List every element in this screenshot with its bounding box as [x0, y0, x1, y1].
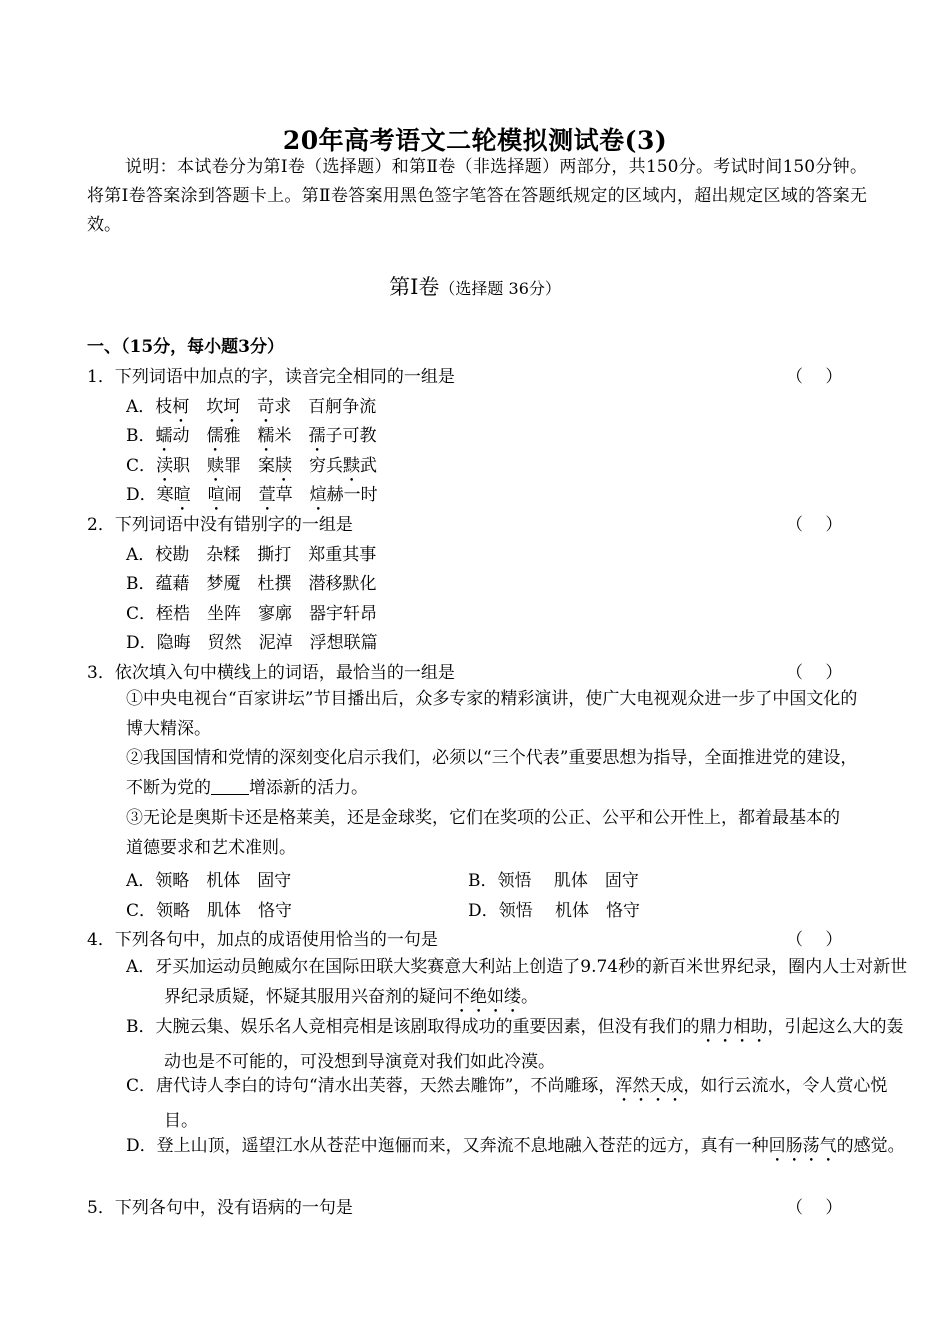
- question-2-option-a: A．校勘 杂糅 撕打 郑重其事: [126, 545, 377, 565]
- text: 雅: [223, 426, 258, 446]
- question-3-option-b: B．领悟 肌体 固守: [468, 871, 639, 891]
- text: 穷兵: [292, 456, 344, 476]
- volume-sub: （选择题 36分）: [439, 279, 561, 298]
- question-4-option-b: [126, 1012, 912, 1077]
- dotted-char: 坷: [223, 397, 241, 417]
- dotted-char: 渎: [156, 456, 174, 476]
- question-3-option-c: C．领略 肌体 恪守: [126, 901, 293, 921]
- question-3-stem: 3．依次填入句中横线上的词语，最恰当的一组是: [87, 663, 455, 683]
- text: 动: [172, 426, 207, 446]
- text: D．寒: [126, 485, 174, 505]
- section-heading: 一、（15分，每小题3分）: [87, 337, 284, 357]
- dotted-char: 喧: [207, 485, 225, 505]
- dotted-char: 糯: [257, 426, 275, 446]
- question-2-stem: 2．下列词语中没有错别字的一组是: [87, 515, 353, 535]
- text: 枝: [155, 397, 173, 417]
- text: C．唐代诗人李白的诗句“清水出芙蓉，天然去雕饰”，不尚雕琢，: [126, 1076, 616, 1096]
- question-2-option-c: C．桎梏 坐阵 寥廓 器宇轩昂: [126, 604, 378, 624]
- text: 草: [275, 485, 310, 505]
- dotted-char: 暄: [173, 485, 191, 505]
- question-4-stem: 4．下列各句中，加点的成语使用恰当的一句是: [87, 930, 438, 950]
- question-5-stem: 5．下列各句中，没有语病的一句是: [87, 1198, 353, 1218]
- dotted-idiom: 回肠荡气: [768, 1136, 837, 1156]
- answer-paren-3: （ ）: [786, 663, 843, 683]
- dotted-char: 儒: [206, 426, 224, 446]
- text: 赫一时: [326, 485, 378, 505]
- question-3-sentence-2: [126, 743, 866, 803]
- dotted-idiom: 鼎力相助: [699, 1017, 768, 1037]
- text: 增添新的活力。: [249, 778, 368, 798]
- dotted-char: 牍: [275, 456, 293, 476]
- answer-paren-4: （ ）: [786, 930, 843, 950]
- question-4-option-d: [126, 1131, 912, 1166]
- answer-paren-2: （ ）: [786, 515, 843, 535]
- dotted-char: 柯: [172, 397, 190, 417]
- text: 罪 案: [224, 456, 276, 476]
- text: 武: [360, 456, 378, 476]
- exam-instructions: 说明：本试卷分为第Ⅰ卷（选择题）和第Ⅱ卷（非选择题）两部分，共150分。考试时间150分钟。将第Ⅰ卷答案涂到答题卡上。第Ⅱ卷答案用黑色签字笔答在答题纸规定的区域内，超出规定区域的答案无效。: [87, 157, 867, 235]
- text: A．: [126, 397, 156, 417]
- exam-title: 20年高考语文二轮模拟测试卷(3): [282, 126, 668, 155]
- volume-main: 第Ⅰ卷: [389, 275, 440, 299]
- question-2-option-d: D．隐晦 贸然 泥淖 浮想联篇: [126, 633, 378, 653]
- answer-paren-1: （ ）: [786, 367, 843, 387]
- volume-heading: [0, 271, 950, 301]
- dotted-char: 蠕: [155, 426, 173, 446]
- text: B．: [126, 426, 156, 446]
- text: B．大腕云集、娱乐名人竞相亮相是该剧取得成功的重要因素，但没有我们的: [126, 1017, 700, 1037]
- fill-blank: [211, 776, 249, 795]
- question-1-stem: 1．下列词语中加点的字，读音完全相同的一组是: [87, 367, 455, 387]
- text: ，如行云流水，令人赏心悦目。: [164, 1076, 888, 1131]
- text: D．登上山顶，遥望江水从苍茫中迤俪而来，又奔流不息地融入苍茫的远方，真有一种: [126, 1136, 769, 1156]
- text: [191, 485, 208, 505]
- text: ②我国国情和党情的深刻变化启示我们，必须以“三个代表”重要思想为指导，全面推进党的建设，不断为党的: [126, 748, 858, 798]
- text: 闹: [224, 485, 259, 505]
- text: 子可教: [325, 426, 377, 446]
- question-4-option-a: [126, 952, 912, 1017]
- text: 职: [173, 456, 208, 476]
- dotted-char: 萱: [258, 485, 276, 505]
- dotted-char: 苛: [257, 397, 275, 417]
- dotted-char: 煊: [309, 485, 327, 505]
- dotted-idiom: 浑然天成: [615, 1076, 684, 1096]
- text: A．牙买加运动员鲍威尔在国际田联大奖赛意大利站上创造了9.74秒的新百米世界纪录，圈内人士对新世界纪录质疑，怀疑其服用兴奋剂的疑问: [126, 957, 908, 1007]
- question-3-sentence-1: ①中央电视台“百家讲坛”节目播出后，众多专家的精彩演讲，使广大电视观众进一步了中国文化的博大精深。: [126, 689, 858, 739]
- text: 。: [521, 987, 538, 1007]
- text: 求 百舸争流: [274, 397, 377, 417]
- question-3-option-a: A．领略 机体 固守: [126, 871, 292, 891]
- question-4-option-c: [126, 1071, 912, 1136]
- answer-paren-5: （ ）: [786, 1198, 843, 1218]
- text: ，引起这么大的轰动也是不可能的，可没想到导演竟对我们如此冷漠。: [164, 1017, 904, 1072]
- question-3-sentence-3: ③无论是奥斯卡还是格莱美，还是金球奖，它们在奖项的公正、公平和公开性上，都着最基本的道德要求和艺术准则。: [126, 808, 840, 858]
- question-2-option-b: B．蕴藉 梦魇 杜撰 潜移默化: [126, 574, 377, 594]
- question-3-option-d: D．领悟 机体 恪守: [468, 901, 641, 921]
- text: 坎: [189, 397, 224, 417]
- dotted-char: 黩: [343, 456, 361, 476]
- dotted-char: 孺: [308, 426, 326, 446]
- dotted-idiom: 不绝如缕: [453, 987, 521, 1007]
- text: [240, 397, 257, 417]
- text: 的感觉。: [836, 1136, 905, 1156]
- dotted-char: 赎: [207, 456, 225, 476]
- text: 米: [274, 426, 309, 446]
- text: C．: [126, 456, 157, 476]
